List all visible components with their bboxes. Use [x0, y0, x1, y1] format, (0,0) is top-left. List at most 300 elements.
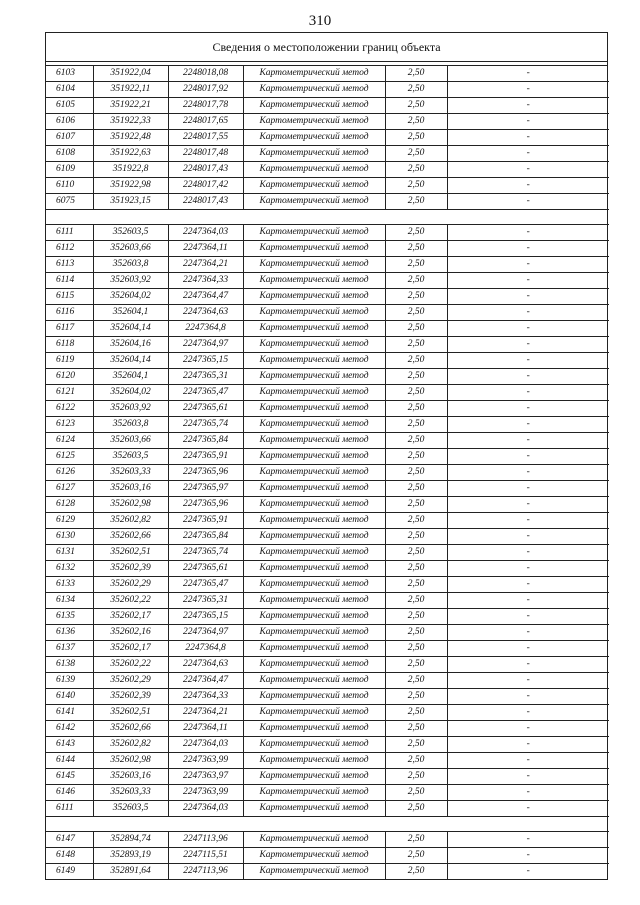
x-coordinate-cell: 352603,5	[93, 801, 168, 817]
table-row	[46, 529, 609, 545]
description-cell: -	[447, 513, 609, 529]
point-number-cell: 6109	[46, 162, 93, 178]
x-coordinate-cell: 352603,5	[93, 225, 168, 241]
group-separator-cell	[46, 817, 609, 832]
method-cell: Картометрический метод	[243, 114, 385, 130]
x-coordinate-cell: 352602,51	[93, 705, 168, 721]
coordinates-table	[46, 66, 609, 879]
point-number-cell: 6111	[46, 801, 93, 817]
point-number-cell: 6115	[46, 289, 93, 305]
description-cell: -	[447, 289, 609, 305]
table-row	[46, 433, 609, 449]
accuracy-cell: 2,50	[385, 449, 447, 465]
accuracy-cell: 2,50	[385, 66, 447, 82]
table-row	[46, 832, 609, 848]
table-row	[46, 225, 609, 241]
description-cell: -	[447, 401, 609, 417]
x-coordinate-cell: 352894,74	[93, 832, 168, 848]
table-row	[46, 289, 609, 305]
y-coordinate-cell: 2247113,96	[168, 832, 243, 848]
point-number-cell: 6114	[46, 273, 93, 289]
method-cell: Картометрический метод	[243, 241, 385, 257]
x-coordinate-cell: 352602,82	[93, 513, 168, 529]
description-cell: -	[447, 673, 609, 689]
x-coordinate-cell: 352603,92	[93, 401, 168, 417]
description-cell: -	[447, 577, 609, 593]
accuracy-cell: 2,50	[385, 801, 447, 817]
x-coordinate-cell: 352602,82	[93, 737, 168, 753]
y-coordinate-cell: 2247365,84	[168, 433, 243, 449]
accuracy-cell: 2,50	[385, 289, 447, 305]
boundary-coordinates-sheet	[45, 32, 608, 880]
accuracy-cell: 2,50	[385, 705, 447, 721]
table-row	[46, 385, 609, 401]
method-cell: Картометрический метод	[243, 625, 385, 641]
method-cell: Картометрический метод	[243, 689, 385, 705]
accuracy-cell: 2,50	[385, 497, 447, 513]
accuracy-cell: 2,50	[385, 385, 447, 401]
method-cell: Картометрический метод	[243, 721, 385, 737]
y-coordinate-cell: 2247363,97	[168, 769, 243, 785]
point-number-cell: 6146	[46, 785, 93, 801]
table-row	[46, 753, 609, 769]
description-cell: -	[447, 257, 609, 273]
point-number-cell: 6124	[46, 433, 93, 449]
coordinates-table-body	[46, 66, 609, 879]
point-number-cell: 6130	[46, 529, 93, 545]
x-coordinate-cell: 352603,5	[93, 449, 168, 465]
x-coordinate-cell: 352893,19	[93, 848, 168, 864]
x-coordinate-cell: 351922,63	[93, 146, 168, 162]
table-row	[46, 561, 609, 577]
description-cell: -	[447, 146, 609, 162]
point-number-cell: 6132	[46, 561, 93, 577]
table-row	[46, 417, 609, 433]
method-cell: Картометрический метод	[243, 98, 385, 114]
description-cell: -	[447, 864, 609, 880]
table-row	[46, 705, 609, 721]
method-cell: Картометрический метод	[243, 769, 385, 785]
x-coordinate-cell: 351922,33	[93, 114, 168, 130]
description-cell: -	[447, 449, 609, 465]
description-cell: -	[447, 66, 609, 82]
accuracy-cell: 2,50	[385, 465, 447, 481]
table-row	[46, 609, 609, 625]
description-cell: -	[447, 497, 609, 513]
point-number-cell: 6118	[46, 337, 93, 353]
description-cell: -	[447, 130, 609, 146]
method-cell: Картометрический метод	[243, 529, 385, 545]
x-coordinate-cell: 351922,98	[93, 178, 168, 194]
y-coordinate-cell: 2247365,61	[168, 561, 243, 577]
accuracy-cell: 2,50	[385, 577, 447, 593]
table-row	[46, 82, 609, 98]
method-cell: Картометрический метод	[243, 417, 385, 433]
point-number-cell: 6113	[46, 257, 93, 273]
description-cell: -	[447, 321, 609, 337]
x-coordinate-cell: 352603,8	[93, 257, 168, 273]
method-cell: Картометрический метод	[243, 785, 385, 801]
x-coordinate-cell: 352602,29	[93, 673, 168, 689]
method-cell: Картометрический метод	[243, 194, 385, 210]
description-cell: -	[447, 305, 609, 321]
table-row	[46, 721, 609, 737]
accuracy-cell: 2,50	[385, 625, 447, 641]
accuracy-cell: 2,50	[385, 721, 447, 737]
accuracy-cell: 2,50	[385, 401, 447, 417]
accuracy-cell: 2,50	[385, 657, 447, 673]
point-number-cell: 6141	[46, 705, 93, 721]
point-number-cell: 6123	[46, 417, 93, 433]
method-cell: Картометрический метод	[243, 337, 385, 353]
description-cell: -	[447, 848, 609, 864]
x-coordinate-cell: 352604,14	[93, 353, 168, 369]
y-coordinate-cell: 2247365,15	[168, 353, 243, 369]
method-cell: Картометрический метод	[243, 577, 385, 593]
table-row	[46, 321, 609, 337]
x-coordinate-cell: 351922,04	[93, 66, 168, 82]
description-cell: -	[447, 369, 609, 385]
y-coordinate-cell: 2247365,91	[168, 513, 243, 529]
y-coordinate-cell: 2248017,92	[168, 82, 243, 98]
method-cell: Картометрический метод	[243, 497, 385, 513]
method-cell: Картометрический метод	[243, 561, 385, 577]
y-coordinate-cell: 2247364,47	[168, 673, 243, 689]
table-row	[46, 401, 609, 417]
table-row	[46, 162, 609, 178]
table-row	[46, 657, 609, 673]
method-cell: Картометрический метод	[243, 609, 385, 625]
accuracy-cell: 2,50	[385, 769, 447, 785]
y-coordinate-cell: 2247365,96	[168, 465, 243, 481]
y-coordinate-cell: 2247365,47	[168, 577, 243, 593]
point-number-cell: 6108	[46, 146, 93, 162]
table-row	[46, 66, 609, 82]
y-coordinate-cell: 2247364,63	[168, 305, 243, 321]
method-cell: Картометрический метод	[243, 82, 385, 98]
method-cell: Картометрический метод	[243, 385, 385, 401]
point-number-cell: 6136	[46, 625, 93, 641]
point-number-cell: 6147	[46, 832, 93, 848]
method-cell: Картометрический метод	[243, 753, 385, 769]
method-cell: Картометрический метод	[243, 832, 385, 848]
y-coordinate-cell: 2248017,78	[168, 98, 243, 114]
table-row	[46, 513, 609, 529]
description-cell: -	[447, 417, 609, 433]
x-coordinate-cell: 351922,21	[93, 98, 168, 114]
accuracy-cell: 2,50	[385, 609, 447, 625]
y-coordinate-cell: 2248017,65	[168, 114, 243, 130]
point-number-cell: 6107	[46, 130, 93, 146]
accuracy-cell: 2,50	[385, 225, 447, 241]
point-number-cell: 6137	[46, 641, 93, 657]
description-cell: -	[447, 753, 609, 769]
table-title: Сведения о местоположении границ объекта	[46, 33, 607, 62]
y-coordinate-cell: 2247364,97	[168, 337, 243, 353]
description-cell: -	[447, 657, 609, 673]
method-cell: Картометрический метод	[243, 225, 385, 241]
x-coordinate-cell: 352603,8	[93, 417, 168, 433]
description-cell: -	[447, 465, 609, 481]
x-coordinate-cell: 352603,33	[93, 785, 168, 801]
table-row	[46, 449, 609, 465]
point-number-cell: 6127	[46, 481, 93, 497]
table-row	[46, 785, 609, 801]
point-number-cell: 6142	[46, 721, 93, 737]
table-row	[46, 257, 609, 273]
description-cell: -	[447, 178, 609, 194]
method-cell: Картометрический метод	[243, 273, 385, 289]
y-coordinate-cell: 2247365,74	[168, 545, 243, 561]
accuracy-cell: 2,50	[385, 481, 447, 497]
accuracy-cell: 2,50	[385, 162, 447, 178]
accuracy-cell: 2,50	[385, 369, 447, 385]
x-coordinate-cell: 352602,17	[93, 641, 168, 657]
y-coordinate-cell: 2247364,03	[168, 801, 243, 817]
y-coordinate-cell: 2247364,03	[168, 225, 243, 241]
method-cell: Картометрический метод	[243, 289, 385, 305]
accuracy-cell: 2,50	[385, 353, 447, 369]
description-cell: -	[447, 801, 609, 817]
page-number: 310	[308, 13, 332, 29]
x-coordinate-cell: 352602,51	[93, 545, 168, 561]
method-cell: Картометрический метод	[243, 305, 385, 321]
table-row	[46, 848, 609, 864]
point-number-cell: 6140	[46, 689, 93, 705]
point-number-cell: 6128	[46, 497, 93, 513]
x-coordinate-cell: 351922,8	[93, 162, 168, 178]
y-coordinate-cell: 2248018,08	[168, 66, 243, 82]
point-number-cell: 6106	[46, 114, 93, 130]
accuracy-cell: 2,50	[385, 337, 447, 353]
table-row	[46, 673, 609, 689]
description-cell: -	[447, 241, 609, 257]
point-number-cell: 6075	[46, 194, 93, 210]
description-cell: -	[447, 162, 609, 178]
description-cell: -	[447, 433, 609, 449]
method-cell: Картометрический метод	[243, 864, 385, 880]
y-coordinate-cell: 2247365,15	[168, 609, 243, 625]
point-number-cell: 6135	[46, 609, 93, 625]
method-cell: Картометрический метод	[243, 641, 385, 657]
accuracy-cell: 2,50	[385, 545, 447, 561]
table-row	[46, 801, 609, 817]
point-number-cell: 6103	[46, 66, 93, 82]
table-row	[46, 194, 609, 210]
description-cell: -	[447, 737, 609, 753]
y-coordinate-cell: 2247364,11	[168, 241, 243, 257]
x-coordinate-cell: 352603,66	[93, 433, 168, 449]
accuracy-cell: 2,50	[385, 641, 447, 657]
x-coordinate-cell: 352603,66	[93, 241, 168, 257]
table-row	[46, 114, 609, 130]
x-coordinate-cell: 352604,02	[93, 385, 168, 401]
description-cell: -	[447, 481, 609, 497]
y-coordinate-cell: 2247364,47	[168, 289, 243, 305]
description-cell: -	[447, 785, 609, 801]
table-row	[46, 98, 609, 114]
accuracy-cell: 2,50	[385, 241, 447, 257]
point-number-cell: 6120	[46, 369, 93, 385]
y-coordinate-cell: 2247365,97	[168, 481, 243, 497]
method-cell: Картометрический метод	[243, 545, 385, 561]
description-cell: -	[447, 609, 609, 625]
method-cell: Картометрический метод	[243, 513, 385, 529]
method-cell: Картометрический метод	[243, 737, 385, 753]
method-cell: Картометрический метод	[243, 465, 385, 481]
description-cell: -	[447, 337, 609, 353]
point-number-cell: 6122	[46, 401, 93, 417]
accuracy-cell: 2,50	[385, 98, 447, 114]
x-coordinate-cell: 352891,64	[93, 864, 168, 880]
table-row	[46, 593, 609, 609]
description-cell: -	[447, 114, 609, 130]
accuracy-cell: 2,50	[385, 146, 447, 162]
description-cell: -	[447, 593, 609, 609]
y-coordinate-cell: 2247364,33	[168, 689, 243, 705]
accuracy-cell: 2,50	[385, 130, 447, 146]
table-row	[46, 146, 609, 162]
description-cell: -	[447, 273, 609, 289]
x-coordinate-cell: 352603,92	[93, 273, 168, 289]
table-row	[46, 178, 609, 194]
y-coordinate-cell: 2247364,8	[168, 641, 243, 657]
description-cell: -	[447, 641, 609, 657]
table-row	[46, 864, 609, 880]
table-row	[46, 369, 609, 385]
x-coordinate-cell: 352603,16	[93, 481, 168, 497]
table-row	[46, 305, 609, 321]
x-coordinate-cell: 352602,39	[93, 689, 168, 705]
table-row	[46, 481, 609, 497]
point-number-cell: 6112	[46, 241, 93, 257]
y-coordinate-cell: 2247365,84	[168, 529, 243, 545]
accuracy-cell: 2,50	[385, 114, 447, 130]
description-cell: -	[447, 625, 609, 641]
y-coordinate-cell: 2248017,42	[168, 178, 243, 194]
description-cell: -	[447, 529, 609, 545]
method-cell: Картометрический метод	[243, 66, 385, 82]
point-number-cell: 6119	[46, 353, 93, 369]
accuracy-cell: 2,50	[385, 273, 447, 289]
method-cell: Картометрический метод	[243, 401, 385, 417]
method-cell: Картометрический метод	[243, 593, 385, 609]
y-coordinate-cell: 2247365,31	[168, 369, 243, 385]
accuracy-cell: 2,50	[385, 561, 447, 577]
y-coordinate-cell: 2248017,55	[168, 130, 243, 146]
accuracy-cell: 2,50	[385, 753, 447, 769]
accuracy-cell: 2,50	[385, 689, 447, 705]
x-coordinate-cell: 352604,14	[93, 321, 168, 337]
x-coordinate-cell: 352604,16	[93, 337, 168, 353]
table-row	[46, 465, 609, 481]
point-number-cell: 6129	[46, 513, 93, 529]
point-number-cell: 6133	[46, 577, 93, 593]
point-number-cell: 6131	[46, 545, 93, 561]
x-coordinate-cell: 351922,11	[93, 82, 168, 98]
y-coordinate-cell: 2248017,43	[168, 162, 243, 178]
x-coordinate-cell: 352604,1	[93, 305, 168, 321]
table-row	[46, 337, 609, 353]
point-number-cell: 6144	[46, 753, 93, 769]
x-coordinate-cell: 352602,98	[93, 753, 168, 769]
method-cell: Картометрический метод	[243, 657, 385, 673]
x-coordinate-cell: 352603,33	[93, 465, 168, 481]
accuracy-cell: 2,50	[385, 785, 447, 801]
point-number-cell: 6104	[46, 82, 93, 98]
point-number-cell: 6105	[46, 98, 93, 114]
point-number-cell: 6149	[46, 864, 93, 880]
table-row	[46, 577, 609, 593]
table-row	[46, 130, 609, 146]
x-coordinate-cell: 352602,29	[93, 577, 168, 593]
y-coordinate-cell: 2247365,74	[168, 417, 243, 433]
description-cell: -	[447, 561, 609, 577]
x-coordinate-cell: 352602,22	[93, 593, 168, 609]
y-coordinate-cell: 2247364,97	[168, 625, 243, 641]
accuracy-cell: 2,50	[385, 864, 447, 880]
table-row	[46, 353, 609, 369]
group-separator-row	[46, 210, 609, 225]
y-coordinate-cell: 2248017,48	[168, 146, 243, 162]
accuracy-cell: 2,50	[385, 82, 447, 98]
method-cell: Картометрический метод	[243, 801, 385, 817]
table-row	[46, 737, 609, 753]
y-coordinate-cell: 2247365,91	[168, 449, 243, 465]
description-cell: -	[447, 194, 609, 210]
description-cell: -	[447, 689, 609, 705]
method-cell: Картометрический метод	[243, 481, 385, 497]
method-cell: Картометрический метод	[243, 178, 385, 194]
accuracy-cell: 2,50	[385, 321, 447, 337]
x-coordinate-cell: 352602,98	[93, 497, 168, 513]
table-row	[46, 641, 609, 657]
description-cell: -	[447, 832, 609, 848]
y-coordinate-cell: 2247365,47	[168, 385, 243, 401]
y-coordinate-cell: 2247363,99	[168, 785, 243, 801]
accuracy-cell: 2,50	[385, 848, 447, 864]
method-cell: Картометрический метод	[243, 321, 385, 337]
table-row	[46, 273, 609, 289]
method-cell: Картометрический метод	[243, 353, 385, 369]
y-coordinate-cell: 2247364,21	[168, 257, 243, 273]
method-cell: Картометрический метод	[243, 162, 385, 178]
description-cell: -	[447, 769, 609, 785]
accuracy-cell: 2,50	[385, 593, 447, 609]
accuracy-cell: 2,50	[385, 737, 447, 753]
y-coordinate-cell: 2247364,21	[168, 705, 243, 721]
table-row	[46, 689, 609, 705]
x-coordinate-cell: 351922,48	[93, 130, 168, 146]
y-coordinate-cell: 2247364,11	[168, 721, 243, 737]
description-cell: -	[447, 721, 609, 737]
point-number-cell: 6117	[46, 321, 93, 337]
accuracy-cell: 2,50	[385, 513, 447, 529]
method-cell: Картометрический метод	[243, 433, 385, 449]
table-row	[46, 241, 609, 257]
table-row	[46, 769, 609, 785]
point-number-cell: 6121	[46, 385, 93, 401]
y-coordinate-cell: 2247365,61	[168, 401, 243, 417]
x-coordinate-cell: 352602,22	[93, 657, 168, 673]
accuracy-cell: 2,50	[385, 433, 447, 449]
description-cell: -	[447, 385, 609, 401]
description-cell: -	[447, 545, 609, 561]
accuracy-cell: 2,50	[385, 529, 447, 545]
y-coordinate-cell: 2247364,33	[168, 273, 243, 289]
y-coordinate-cell: 2247364,8	[168, 321, 243, 337]
method-cell: Картометрический метод	[243, 146, 385, 162]
